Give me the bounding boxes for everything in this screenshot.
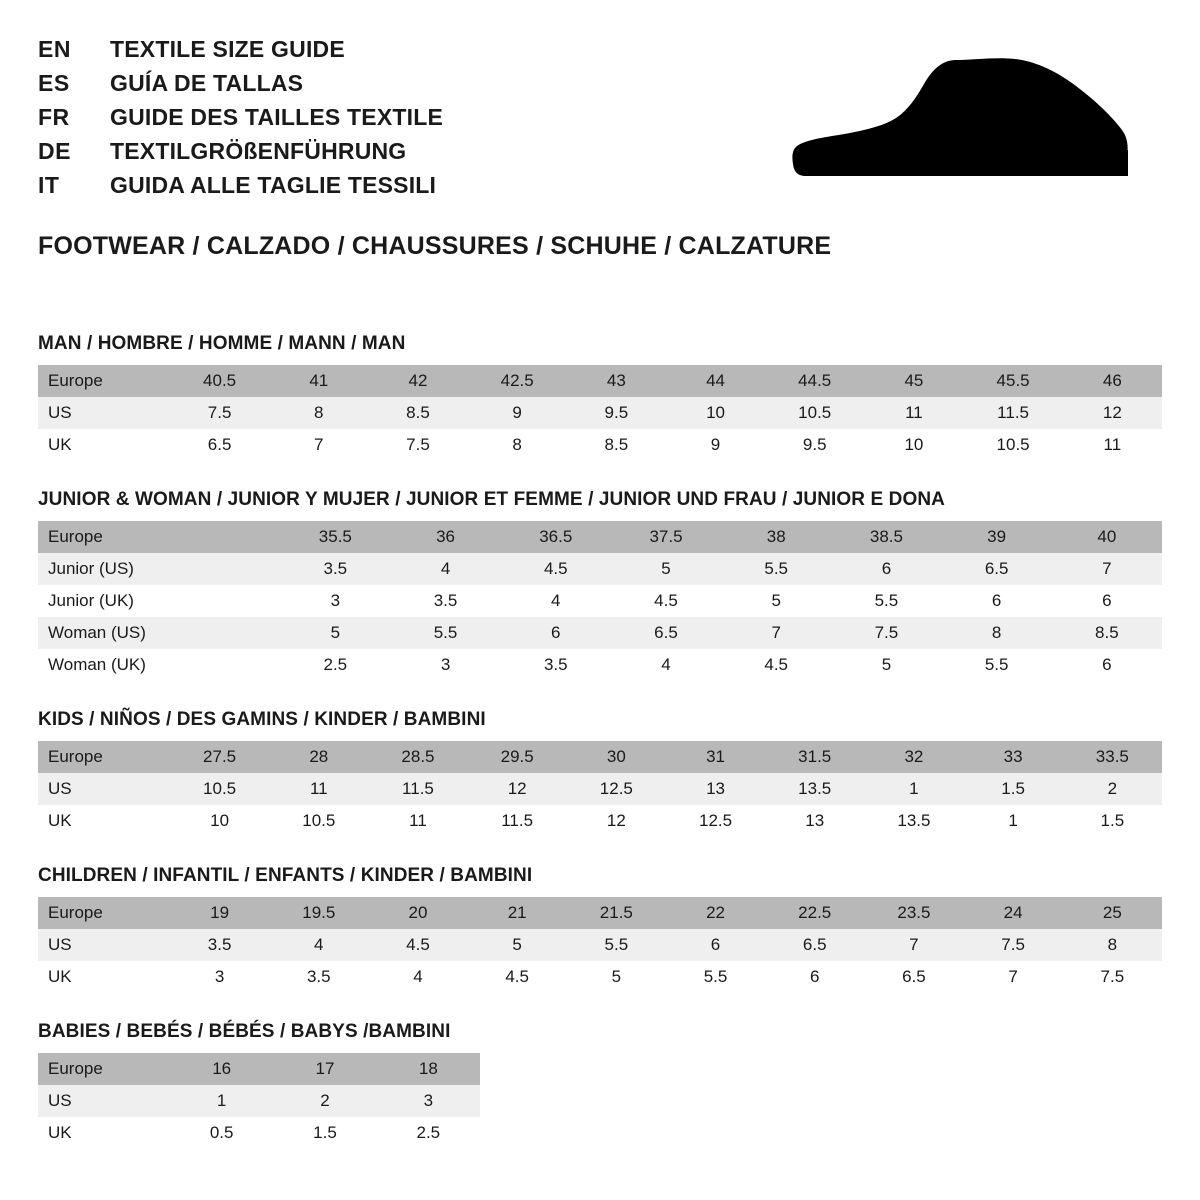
cell: 22.5 bbox=[765, 897, 864, 929]
cell: 9.5 bbox=[567, 397, 666, 429]
size-table-children bbox=[38, 897, 1162, 993]
cell: 6.5 bbox=[611, 617, 721, 649]
language-row bbox=[38, 70, 443, 104]
cell: 8 bbox=[468, 429, 567, 461]
row-label: Europe bbox=[38, 897, 170, 929]
table-row bbox=[38, 897, 1162, 929]
cell: 11.5 bbox=[368, 773, 467, 805]
cell: 31 bbox=[666, 741, 765, 773]
cell: 39 bbox=[942, 521, 1052, 553]
cell: 41 bbox=[269, 365, 368, 397]
cell: 6.5 bbox=[942, 553, 1052, 585]
table-row bbox=[38, 365, 1162, 397]
cell: 7 bbox=[864, 929, 963, 961]
cell: 33.5 bbox=[1063, 741, 1162, 773]
cell: 11 bbox=[864, 397, 963, 429]
cell: 8.5 bbox=[1052, 617, 1162, 649]
section-man bbox=[38, 333, 1162, 461]
cell: 28.5 bbox=[368, 741, 467, 773]
cell: 10 bbox=[666, 397, 765, 429]
cell: 8 bbox=[942, 617, 1052, 649]
cell: 16 bbox=[170, 1053, 273, 1085]
cell: 30 bbox=[567, 741, 666, 773]
cell: 21 bbox=[468, 897, 567, 929]
language-code: IT bbox=[38, 172, 60, 198]
cell: 7.5 bbox=[170, 397, 269, 429]
cell: 38 bbox=[721, 521, 831, 553]
row-label: US bbox=[38, 397, 170, 429]
document-header bbox=[38, 28, 1162, 206]
cell: 45.5 bbox=[964, 365, 1063, 397]
cell: 8 bbox=[1063, 929, 1162, 961]
cell: 5.5 bbox=[390, 617, 500, 649]
row-label: UK bbox=[38, 1117, 170, 1149]
language-code: FR bbox=[38, 104, 70, 130]
table-row bbox=[38, 521, 1162, 553]
cell: 2 bbox=[273, 1085, 376, 1117]
cell: 5 bbox=[831, 649, 941, 681]
language-code: ES bbox=[38, 70, 70, 96]
cell: 11.5 bbox=[964, 397, 1063, 429]
cell: 13.5 bbox=[765, 773, 864, 805]
cell: 3 bbox=[377, 1085, 480, 1117]
cell: 46 bbox=[1063, 365, 1162, 397]
cell: 3.5 bbox=[170, 929, 269, 961]
cell: 4.5 bbox=[468, 961, 567, 993]
cell: 7 bbox=[269, 429, 368, 461]
cell: 40.5 bbox=[170, 365, 269, 397]
cell: 1 bbox=[964, 805, 1063, 837]
cell: 4 bbox=[390, 553, 500, 585]
cell: 5 bbox=[721, 585, 831, 617]
cell: 7.5 bbox=[1063, 961, 1162, 993]
cell: 33 bbox=[964, 741, 1063, 773]
table-row bbox=[38, 1085, 480, 1117]
size-table-kids bbox=[38, 741, 1162, 837]
cell: 1 bbox=[170, 1085, 273, 1117]
cell bbox=[170, 521, 280, 553]
cell: 12 bbox=[468, 773, 567, 805]
cell: 10.5 bbox=[170, 773, 269, 805]
cell: 1.5 bbox=[1063, 805, 1162, 837]
cell: 42 bbox=[368, 365, 467, 397]
language-row bbox=[38, 172, 443, 206]
cell: 3 bbox=[390, 649, 500, 681]
cell: 43 bbox=[567, 365, 666, 397]
row-label: Europe bbox=[38, 1053, 170, 1085]
cell: 1.5 bbox=[964, 773, 1063, 805]
cell: 4.5 bbox=[368, 929, 467, 961]
cell: 12 bbox=[567, 805, 666, 837]
cell: 31.5 bbox=[765, 741, 864, 773]
table-row bbox=[38, 429, 1162, 461]
table-row bbox=[38, 1117, 480, 1149]
cell: 6.5 bbox=[170, 429, 269, 461]
language-title: GUIDE DES TAILLES TEXTILE bbox=[110, 104, 443, 130]
row-label: US bbox=[38, 773, 170, 805]
cell: 0.5 bbox=[170, 1117, 273, 1149]
cell: 9.5 bbox=[765, 429, 864, 461]
cell: 9 bbox=[666, 429, 765, 461]
cell: 11 bbox=[1063, 429, 1162, 461]
table-row bbox=[38, 805, 1162, 837]
cell: 4 bbox=[269, 929, 368, 961]
cell: 5 bbox=[611, 553, 721, 585]
cell: 32 bbox=[864, 741, 963, 773]
cell: 13.5 bbox=[864, 805, 963, 837]
cell: 17 bbox=[273, 1053, 376, 1085]
cell: 10 bbox=[864, 429, 963, 461]
cell: 4 bbox=[501, 585, 611, 617]
cell: 27.5 bbox=[170, 741, 269, 773]
cell: 36.5 bbox=[501, 521, 611, 553]
cell: 11.5 bbox=[468, 805, 567, 837]
cell: 6 bbox=[765, 961, 864, 993]
cell: 10.5 bbox=[964, 429, 1063, 461]
cell: 12.5 bbox=[666, 805, 765, 837]
cell: 45 bbox=[864, 365, 963, 397]
cell: 13 bbox=[666, 773, 765, 805]
cell: 6 bbox=[1052, 649, 1162, 681]
cell: 5.5 bbox=[666, 961, 765, 993]
row-label: US bbox=[38, 1085, 170, 1117]
cell: 7.5 bbox=[831, 617, 941, 649]
row-label: Woman (US) bbox=[38, 617, 170, 649]
cell: 1 bbox=[864, 773, 963, 805]
language-row bbox=[38, 36, 443, 70]
cell: 6 bbox=[666, 929, 765, 961]
cell: 3.5 bbox=[269, 961, 368, 993]
table-row bbox=[38, 397, 1162, 429]
cell: 25 bbox=[1063, 897, 1162, 929]
cell: 1.5 bbox=[273, 1117, 376, 1149]
cell: 4.5 bbox=[501, 553, 611, 585]
cell: 5 bbox=[468, 929, 567, 961]
section-babies bbox=[38, 1021, 1162, 1149]
cell: 35.5 bbox=[280, 521, 390, 553]
cell: 2.5 bbox=[280, 649, 390, 681]
cell: 20 bbox=[368, 897, 467, 929]
cell: 10.5 bbox=[765, 397, 864, 429]
section-children bbox=[38, 865, 1162, 993]
cell: 8.5 bbox=[368, 397, 467, 429]
dress-shoe-icon bbox=[792, 54, 1132, 189]
language-title: TEXTILE SIZE GUIDE bbox=[110, 36, 345, 62]
cell: 4 bbox=[368, 961, 467, 993]
cell: 11 bbox=[269, 773, 368, 805]
table-row bbox=[38, 929, 1162, 961]
table-row bbox=[38, 649, 1162, 681]
language-title-list bbox=[38, 36, 443, 206]
cell: 3.5 bbox=[280, 553, 390, 585]
cell: 5 bbox=[567, 961, 666, 993]
cell: 38.5 bbox=[831, 521, 941, 553]
category-title: FOOTWEAR / CALZADO / CHAUSSURES / SCHUHE / CALZATURE bbox=[38, 232, 832, 260]
row-label: Junior (US) bbox=[38, 553, 170, 585]
cell: 6.5 bbox=[864, 961, 963, 993]
section-title: KIDS / NIÑOS / DES GAMINS / KINDER / BAMBINI bbox=[38, 709, 486, 730]
cell: 7 bbox=[1052, 553, 1162, 585]
section-title: JUNIOR & WOMAN / JUNIOR Y MUJER / JUNIOR ET FEMME / JUNIOR UND FRAU / JUNIOR E DONA bbox=[38, 489, 946, 510]
cell bbox=[170, 553, 280, 585]
cell: 2.5 bbox=[377, 1117, 480, 1149]
cell: 3.5 bbox=[501, 649, 611, 681]
section-kids bbox=[38, 709, 1162, 837]
row-label: US bbox=[38, 929, 170, 961]
cell: 9 bbox=[468, 397, 567, 429]
cell: 4.5 bbox=[721, 649, 831, 681]
language-row bbox=[38, 138, 443, 172]
cell: 24 bbox=[964, 897, 1063, 929]
section-title: BABIES / BEBÉS / BÉBÉS / BABYS /BAMBINI bbox=[38, 1021, 451, 1042]
language-title: TEXTILGRÖßENFÜHRUNG bbox=[110, 138, 407, 164]
cell: 18 bbox=[377, 1053, 480, 1085]
cell: 11 bbox=[368, 805, 467, 837]
cell bbox=[170, 585, 280, 617]
cell: 40 bbox=[1052, 521, 1162, 553]
table-row bbox=[38, 617, 1162, 649]
row-label: UK bbox=[38, 805, 170, 837]
row-label: UK bbox=[38, 429, 170, 461]
cell: 6.5 bbox=[765, 929, 864, 961]
cell: 7.5 bbox=[368, 429, 467, 461]
section-junior-woman bbox=[38, 489, 1162, 681]
cell: 6 bbox=[942, 585, 1052, 617]
cell: 37.5 bbox=[611, 521, 721, 553]
cell: 10.5 bbox=[269, 805, 368, 837]
section-title: CHILDREN / INFANTIL / ENFANTS / KINDER / BAMBINI bbox=[38, 865, 533, 886]
cell bbox=[170, 617, 280, 649]
cell: 12.5 bbox=[567, 773, 666, 805]
cell: 7 bbox=[721, 617, 831, 649]
cell: 12 bbox=[1063, 397, 1162, 429]
cell: 10 bbox=[170, 805, 269, 837]
cell: 44.5 bbox=[765, 365, 864, 397]
cell: 3 bbox=[280, 585, 390, 617]
cell: 5.5 bbox=[831, 585, 941, 617]
size-table-babies bbox=[38, 1053, 480, 1149]
cell: 5 bbox=[280, 617, 390, 649]
cell: 7 bbox=[964, 961, 1063, 993]
row-label: Europe bbox=[38, 365, 170, 397]
cell: 5.5 bbox=[567, 929, 666, 961]
cell: 6 bbox=[501, 617, 611, 649]
cell: 8 bbox=[269, 397, 368, 429]
row-label: Woman (UK) bbox=[38, 649, 170, 681]
cell: 6 bbox=[831, 553, 941, 585]
language-row bbox=[38, 104, 443, 138]
table-row bbox=[38, 961, 1162, 993]
row-label: Europe bbox=[38, 741, 170, 773]
size-table-junior-woman bbox=[38, 521, 1162, 681]
cell: 42.5 bbox=[468, 365, 567, 397]
size-table-man bbox=[38, 365, 1162, 461]
cell: 19.5 bbox=[269, 897, 368, 929]
cell: 36 bbox=[390, 521, 500, 553]
cell bbox=[170, 649, 280, 681]
cell: 44 bbox=[666, 365, 765, 397]
cell: 3 bbox=[170, 961, 269, 993]
cell: 29.5 bbox=[468, 741, 567, 773]
cell: 7.5 bbox=[964, 929, 1063, 961]
cell: 4.5 bbox=[611, 585, 721, 617]
language-title: GUÍA DE TALLAS bbox=[110, 70, 304, 96]
section-title: MAN / HOMBRE / HOMME / MANN / MAN bbox=[38, 333, 406, 354]
cell: 3.5 bbox=[390, 585, 500, 617]
cell: 5.5 bbox=[942, 649, 1052, 681]
row-label: Junior (UK) bbox=[38, 585, 170, 617]
cell: 21.5 bbox=[567, 897, 666, 929]
cell: 23.5 bbox=[864, 897, 963, 929]
row-label: Europe bbox=[38, 521, 170, 553]
cell: 5.5 bbox=[721, 553, 831, 585]
cell: 22 bbox=[666, 897, 765, 929]
table-row bbox=[38, 553, 1162, 585]
table-row bbox=[38, 1053, 480, 1085]
language-code: DE bbox=[38, 138, 71, 164]
table-row bbox=[38, 773, 1162, 805]
table-row bbox=[38, 741, 1162, 773]
language-code: EN bbox=[38, 36, 71, 62]
cell: 28 bbox=[269, 741, 368, 773]
table-row bbox=[38, 585, 1162, 617]
row-label: UK bbox=[38, 961, 170, 993]
cell: 13 bbox=[765, 805, 864, 837]
language-title: GUIDA ALLE TAGLIE TESSILI bbox=[110, 172, 437, 198]
cell: 2 bbox=[1063, 773, 1162, 805]
cell: 8.5 bbox=[567, 429, 666, 461]
cell: 6 bbox=[1052, 585, 1162, 617]
cell: 19 bbox=[170, 897, 269, 929]
cell: 4 bbox=[611, 649, 721, 681]
